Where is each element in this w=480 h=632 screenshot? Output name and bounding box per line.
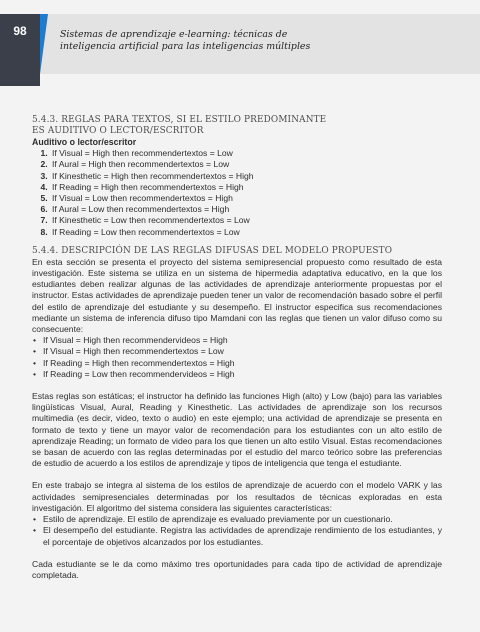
header-accent-stripe bbox=[40, 14, 48, 74]
rule-item: 1. If Visual = High then recommendertextos = Low bbox=[50, 148, 442, 159]
running-title-line-2: inteligencia artificial para las inteligencias múltiples bbox=[60, 41, 311, 52]
page-number: 98 bbox=[13, 24, 27, 38]
rule-item: 3. If Kinesthetic = High then recommendertextos = High bbox=[50, 171, 442, 182]
running-title-line-1: Sistemas de aprendizaje e-learning: técnicas de bbox=[60, 29, 288, 40]
bullet-rule: • If Visual = High then recommendertextos = Low bbox=[43, 346, 442, 357]
rules-list-textos bbox=[32, 148, 442, 238]
feature-item: • El desempeño del estudiante. Registra las actividades de aprendizaje rendimiento de los estudiantes, y el porcentaje de objetivos alcanzados por los estudiantes. bbox=[43, 525, 442, 547]
bullet-rule: • If Visual = High then recommendervideos = High bbox=[43, 335, 442, 346]
section-543-heading bbox=[32, 115, 442, 137]
rule-item: 6. If Aural = Low then recommendertextos = High bbox=[50, 204, 442, 215]
rule-item: 2. If Aural = High then recommendertextos = Low bbox=[50, 159, 442, 170]
paragraph-intro: En esta sección se presenta el proyecto del sistema semipresencial propuesto como resultado de esta investigación. Este sistema se utiliza en un sistema de hipermedia adaptativa educativo, en la que los estudiantes deben realizar algunas de las actividades de aprendizaje anteriormente propuestas por el instructor. Estas actividades de aprendizaje pueden tener un valor de recomendación basado sobre el perfil del estilo de aprendizaje del estudiante y su desempeño. El instructor especifica sus recomendaciones mediante un sistema de inferencia difuso tipo Mamdani con las reglas que tienen un valor difuso como su consecuente: bbox=[32, 256, 442, 335]
features-list bbox=[32, 514, 442, 548]
paragraph-attempts: Cada estudiante se le da como máximo tres oportunidades para cada tipo de actividad de aprendizaje completada. bbox=[32, 558, 442, 580]
bullet-rule: • If Reading = Low then recommendervideos = High bbox=[43, 369, 442, 380]
section-543-heading-line-2: ES AUDITIVO O LECTOR/ESCRITOR bbox=[32, 126, 204, 136]
page-content bbox=[32, 115, 442, 581]
rule-item: 8. If Reading = Low then recommendertextos = Low bbox=[50, 227, 442, 238]
rule-item: 7. If Kinesthetic = Low then recommendertextos = Low bbox=[50, 215, 442, 226]
paragraph-vark: En este trabajo se integra al sistema de los estilos de aprendizaje de acuerdo con el modelo VARK y las actividades semipresenciales determinadas por los resultados de técnicas exploradas en esta investigación. El algoritmo del sistema considera las siguientes características: bbox=[32, 480, 442, 513]
rules-list-bullets bbox=[32, 335, 442, 380]
section-544-heading: 5.4.4. DESCRIPCIÓN DE LAS REGLAS DIFUSAS DEL MODELO PROPUESTO bbox=[32, 245, 393, 256]
feature-item: • Estilo de aprendizaje. El estilo de aprendizaje es evaluado previamente por un cuestionario. bbox=[43, 514, 442, 525]
rule-item: 4. If Reading = High then recommendertextos = High bbox=[50, 182, 442, 193]
subheading-auditivo: Auditivo o lector/escritor bbox=[32, 137, 137, 147]
running-title bbox=[60, 29, 440, 53]
bullet-rule: • If Reading = High then recommendertextos = High bbox=[43, 358, 442, 369]
paragraph-static-rules: Estas reglas son estáticas; el instructor ha definido las funciones High (alto) y Low (bajo) para las variables lingüísticas Visual, Aural, Reading y Kinesthetic. Las actividades de aprendizaje son los recursos multimedia (es decir, video, texto o audio) en este ejemplo; una actividad de aprendizaje se presenta en formato de texto y tiene un mayor valor de recomendación para los estudiantes con un alto estilo de aprendizaje Reading; un formato de video para los que tienen un alto estilo Visual. Estas recomendaciones se basan de acuerdo con las reglas determinadas por el estudio del marco teórico sobre las preferencias de estudio de acuerdo a los estilos de aprendizaje y tipos de inteligencia que tenga el estudiante. bbox=[32, 391, 442, 469]
section-543-heading-line-1: 5.4.3. REGLAS PARA TEXTOS, SI EL ESTILO PREDOMINANTE bbox=[32, 115, 327, 125]
rule-item: 5. If Visual = Low then recommendertextos = High bbox=[50, 193, 442, 204]
